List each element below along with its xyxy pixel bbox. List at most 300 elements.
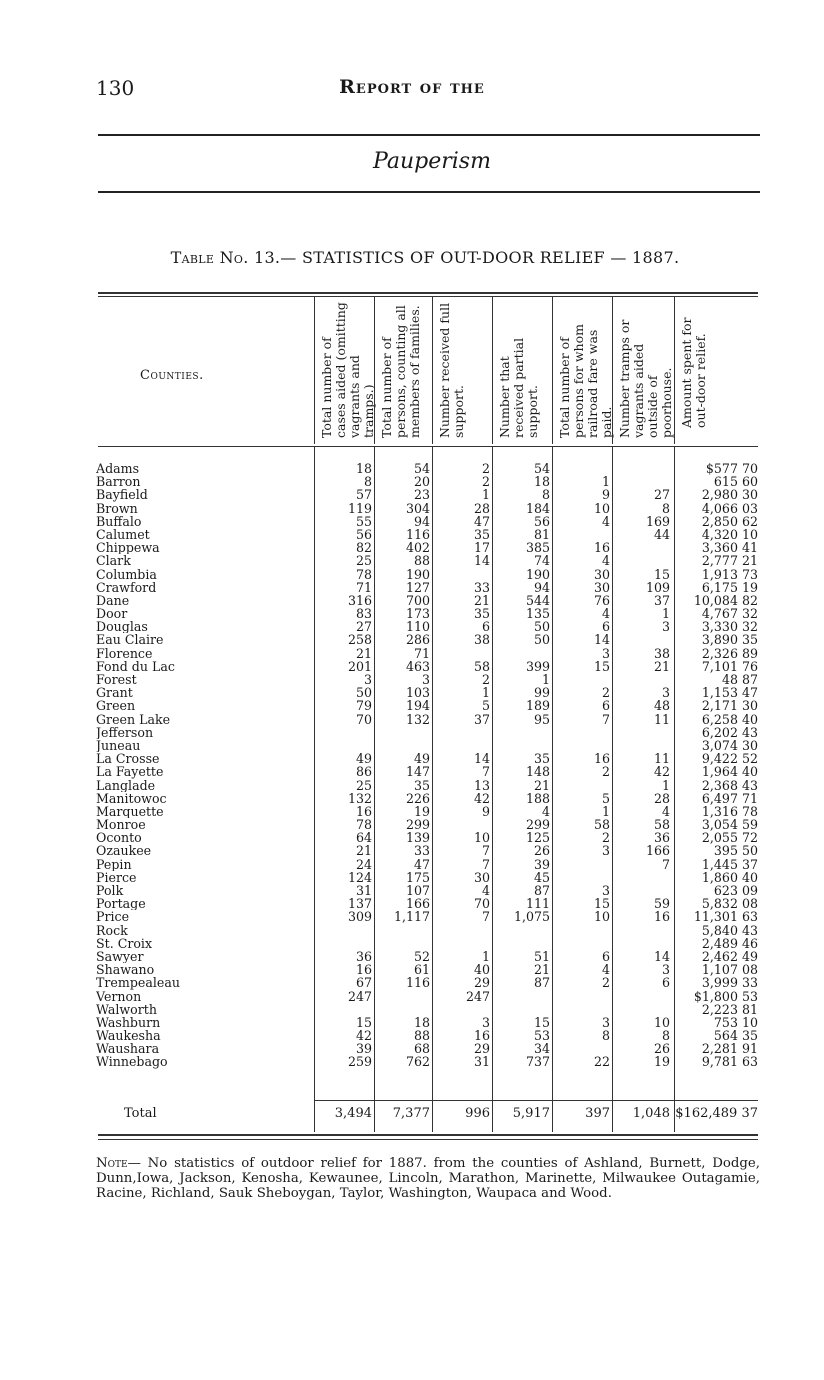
- table-cell: 2,777 21: [701, 553, 758, 569]
- table-cell: 25: [355, 553, 372, 569]
- column-header-persons: [374, 296, 433, 444]
- table-cell: 2: [601, 764, 610, 780]
- county-name: Price: [96, 910, 130, 924]
- table-cell: 14: [473, 553, 490, 569]
- table-cell: $1,800 53: [693, 988, 758, 1004]
- county-name: Grant: [96, 686, 133, 700]
- counties-column-header: Counties.: [140, 368, 204, 383]
- table-row: [96, 699, 760, 712]
- table-cell: 27: [653, 487, 670, 503]
- table-cell: 125: [525, 830, 550, 846]
- table-cell: 33: [413, 843, 430, 859]
- table-cell: 86: [355, 764, 372, 780]
- table-cell: 700: [405, 592, 430, 608]
- county-name: Door: [96, 607, 128, 621]
- table-cell: 26: [533, 843, 550, 859]
- total-cell: 7,377: [392, 1106, 430, 1121]
- table-row: [96, 779, 760, 792]
- county-name: Florence: [96, 646, 153, 660]
- table-cell: 42: [473, 790, 490, 806]
- county-name: Dane: [96, 593, 130, 608]
- table-cell: 1: [481, 948, 490, 964]
- table-title: [0, 248, 824, 267]
- county-name: La Crosse: [96, 752, 160, 766]
- table-cell: 299: [405, 817, 430, 833]
- table-cell: 36: [653, 830, 670, 846]
- footnote-label: Note: [96, 1156, 128, 1171]
- table-cell: 26: [653, 1041, 670, 1057]
- table-row: [96, 937, 760, 950]
- table-cell: 6,175 19: [701, 579, 758, 595]
- table-cell: 76: [593, 592, 610, 608]
- table-cell: 2,223 81: [701, 1001, 758, 1017]
- table-cell: 6,258 40: [701, 711, 758, 727]
- table-row: [96, 1055, 760, 1068]
- header-rule-bottom: [98, 191, 760, 193]
- table-cell: 54: [413, 461, 430, 476]
- table-cell: 29: [473, 1041, 490, 1057]
- table-cell: 463: [405, 658, 430, 674]
- table-cell: 5: [481, 698, 490, 714]
- table-cell: 3: [363, 672, 372, 687]
- table-cell: 194: [405, 698, 430, 714]
- county-name: Washburn: [96, 1015, 161, 1030]
- table-cell: 3,999 33: [701, 975, 758, 991]
- table-row: [96, 713, 760, 726]
- table-cell: 395 50: [713, 843, 758, 859]
- table-cell: 23: [413, 487, 430, 503]
- table-cell: 4,767 32: [701, 606, 758, 622]
- county-name: Adams: [96, 462, 140, 476]
- table-cell: 1: [541, 672, 550, 687]
- table-cell: 2: [601, 685, 610, 701]
- table-cell: 147: [405, 764, 430, 780]
- table-row: [96, 581, 760, 594]
- column-header-cases: [314, 296, 375, 444]
- county-name: Douglas: [96, 620, 148, 634]
- section-title: Pauperism: [373, 149, 491, 174]
- county-name: Portage: [96, 897, 146, 911]
- column-header-text: Number received full support.: [437, 302, 466, 438]
- table-cell: 15: [533, 1014, 550, 1030]
- table-cell: 4: [601, 513, 610, 529]
- table-cell: 39: [355, 1041, 372, 1057]
- table-cell: 35: [473, 606, 490, 622]
- county-name: Crawford: [96, 580, 157, 594]
- table-cell: 49: [413, 751, 430, 767]
- table-cell: 67: [355, 975, 372, 991]
- table-cell: 34: [533, 1041, 550, 1057]
- table-cell: 45: [533, 869, 550, 885]
- table-cell: 83: [355, 606, 372, 622]
- table-cell: 18: [533, 474, 550, 490]
- table-cell: 22: [593, 1054, 610, 1070]
- table-cell: 9: [481, 803, 490, 819]
- column-header-full-support: [432, 296, 493, 444]
- table-cell: 28: [473, 500, 490, 516]
- table-cell: 56: [533, 513, 550, 529]
- table-cell: 1,117: [393, 909, 430, 925]
- total-cell: 996: [465, 1106, 490, 1121]
- table-cell: 87: [533, 975, 550, 991]
- table-cell: 1,316 78: [701, 803, 758, 819]
- table-bottom-rule-thin: [98, 1139, 758, 1140]
- table-cell: 1,075: [513, 909, 550, 925]
- table-cell: 4: [601, 553, 610, 569]
- table-cell: 10: [653, 1014, 670, 1030]
- table-cell: 11,301 63: [693, 909, 758, 925]
- county-name: Monroe: [96, 818, 146, 832]
- table-cell: 15: [355, 1014, 372, 1030]
- table-cell: 30: [593, 566, 610, 582]
- column-header-text: Total number of persons, counting all members of families.: [379, 305, 422, 438]
- table-cell: 1,107 08: [701, 962, 758, 978]
- table-cell: 42: [355, 1028, 372, 1044]
- table-cell: 3,890 35: [701, 632, 758, 648]
- table-cell: 78: [355, 817, 372, 833]
- table-cell: 16: [355, 962, 372, 978]
- table-cell: 54: [533, 461, 550, 476]
- table-cell: 29: [473, 975, 490, 991]
- table-cell: 50: [533, 619, 550, 635]
- table-cell: 226: [405, 790, 430, 806]
- table-cell: 11: [653, 751, 670, 767]
- footnote-text: — No statistics of outdoor relief for 1887. from the counties of Ashland, Burnett, Dodge, Dunn,Iowa, Jackson, Kenosha, Kewaunee, Lincoln, Marathon, Marinette, Milwaukee Outagamie, Racine, Richland, Sauk Sheboygan, Taylor, Washington, Waupaca and Wood.: [96, 1156, 760, 1201]
- table-cell: 173: [405, 606, 430, 622]
- table-cell: 3: [601, 843, 610, 859]
- table-cell: 135: [525, 606, 550, 622]
- table-cell: 58: [593, 817, 610, 833]
- running-head: Report of the: [339, 76, 485, 98]
- table-cell: 1,445 37: [701, 856, 758, 872]
- table-cell: 19: [413, 803, 430, 819]
- table-cell: 70: [473, 896, 490, 912]
- table-cell: 309: [347, 909, 372, 925]
- county-name: Shawano: [96, 963, 155, 977]
- county-name: Columbia: [96, 567, 157, 581]
- table-cell: 79: [355, 698, 372, 714]
- table-cell: 2,489 46: [701, 935, 758, 951]
- table-cell: 2,462 49: [701, 948, 758, 964]
- table-cell: 33: [473, 579, 490, 595]
- table-cell: 68: [413, 1041, 430, 1057]
- table-cell: 37: [653, 592, 670, 608]
- county-name: Waushara: [96, 1042, 160, 1056]
- column-header-text: Amount spent for out-door relief.: [679, 317, 708, 428]
- table-cell: 38: [473, 632, 490, 648]
- table-cell: 299: [525, 817, 550, 833]
- table-cell: 47: [473, 513, 490, 529]
- table-cell: 15: [593, 896, 610, 912]
- table-cell: 10,084 82: [693, 592, 758, 608]
- table-cell: 3: [601, 883, 610, 898]
- table-cell: 28: [653, 790, 670, 806]
- county-name: Pierce: [96, 870, 137, 885]
- table-cell: 184: [525, 500, 550, 516]
- table-cell: 3: [661, 619, 670, 635]
- table-cell: 78: [355, 566, 372, 582]
- table-cell: 304: [405, 500, 430, 516]
- table-cell: 35: [473, 526, 490, 542]
- table-cell: 7: [481, 843, 490, 859]
- column-header-text: Total number of persons for whom railroad fare was paid.: [557, 324, 614, 438]
- total-cell: 1,048: [632, 1106, 670, 1121]
- table-row: [96, 515, 760, 528]
- table-cell: 52: [413, 948, 430, 964]
- table-cell: 7: [601, 711, 610, 727]
- county-name: Juneau: [96, 738, 141, 753]
- table-cell: 71: [355, 579, 372, 595]
- table-body: [96, 462, 760, 1069]
- table-bottom-rule: [98, 1134, 758, 1136]
- table-cell: 88: [413, 553, 430, 569]
- column-header-amount: [674, 296, 759, 444]
- table-cell: 27: [355, 619, 372, 635]
- table-cell: 50: [533, 632, 550, 648]
- table-cell: 88: [413, 1028, 430, 1044]
- table-cell: 1: [661, 606, 670, 622]
- table-cell: 7: [661, 856, 670, 872]
- table-cell: 175: [405, 869, 430, 885]
- table-cell: 6: [601, 698, 610, 714]
- table-cell: 137: [347, 896, 372, 912]
- table-cell: 753 10: [713, 1014, 758, 1030]
- header-bottom-rule: [98, 446, 758, 447]
- table-cell: 51: [533, 948, 550, 964]
- table-cell: 21: [533, 962, 550, 978]
- table-cell: 4,066 03: [701, 500, 758, 516]
- table-cell: 3: [601, 1014, 610, 1030]
- table-cell: 94: [413, 513, 430, 529]
- county-name: Green Lake: [96, 712, 171, 726]
- county-name: Manitowoc: [96, 791, 167, 805]
- table-cell: 71: [413, 645, 430, 661]
- table-cell: 5,840 43: [701, 922, 758, 938]
- table-cell: 190: [405, 566, 430, 582]
- table-cell: 39: [533, 856, 550, 872]
- table-cell: 30: [593, 579, 610, 595]
- table-cell: 247: [347, 988, 372, 1004]
- table-cell: 148: [525, 764, 550, 780]
- table-cell: 31: [473, 1054, 490, 1070]
- table-cell: 95: [533, 711, 550, 727]
- table-row: [96, 726, 760, 739]
- table-cell: 42: [653, 764, 670, 780]
- table-cell: 99: [533, 685, 550, 701]
- county-name: Clark: [96, 554, 131, 568]
- table-cell: 21: [653, 658, 670, 674]
- table-row: [96, 1003, 760, 1016]
- table-row: [96, 990, 760, 1003]
- table-cell: 1: [661, 777, 670, 793]
- table-cell: 4: [661, 803, 670, 819]
- table-cell: 8: [661, 1028, 670, 1044]
- table-row: [96, 633, 760, 646]
- table-cell: 25: [355, 777, 372, 793]
- county-name: Sawyer: [96, 949, 144, 964]
- table-cell: 2: [481, 474, 490, 490]
- total-cell: 3,494: [334, 1106, 372, 1121]
- table-cell: 2,281 91: [701, 1041, 758, 1057]
- table-cell: 119: [347, 500, 372, 516]
- total-cell: 397: [585, 1106, 610, 1121]
- table-cell: 3,360 41: [701, 540, 758, 556]
- table-cell: 4: [481, 883, 490, 898]
- table-cell: 564 35: [713, 1028, 758, 1044]
- county-name: Pepin: [96, 857, 132, 871]
- table-cell: 30: [473, 869, 490, 885]
- column-header-railroad-fare: [552, 296, 613, 444]
- county-name: Ozaukee: [96, 844, 152, 858]
- table-cell: 107: [405, 883, 430, 898]
- county-name: Trempealeau: [96, 976, 180, 990]
- table-cell: 1,153 47: [701, 685, 758, 701]
- county-name: Fond du Lac: [96, 659, 175, 674]
- table-cell: 762: [405, 1054, 430, 1070]
- table-cell: 1,964 40: [701, 764, 758, 780]
- table-cell: 87: [533, 883, 550, 898]
- table-cell: 1: [601, 474, 610, 490]
- table-cell: 3: [661, 962, 670, 978]
- county-name: Winnebago: [96, 1055, 168, 1069]
- table-cell: 2: [601, 830, 610, 846]
- table-cell: 9,781 63: [701, 1054, 758, 1070]
- table-cell: 37: [473, 711, 490, 727]
- table-cell: 21: [355, 843, 372, 859]
- table-cell: 7: [481, 764, 490, 780]
- table-cell: 4: [601, 606, 610, 622]
- table-cell: 9,422 52: [701, 751, 758, 767]
- table-cell: 13: [473, 777, 490, 793]
- table-cell: 3: [661, 685, 670, 701]
- table-cell: 132: [347, 790, 372, 806]
- table-cell: 14: [593, 632, 610, 648]
- table-cell: 64: [355, 830, 372, 846]
- table-cell: 316: [347, 592, 372, 608]
- table-cell: 258: [347, 632, 372, 648]
- table-cell: 10: [593, 909, 610, 925]
- table-cell: 385: [525, 540, 550, 556]
- table-cell: 124: [347, 869, 372, 885]
- table-cell: 3: [421, 672, 430, 687]
- table-row: [96, 910, 760, 923]
- table-cell: 61: [413, 962, 430, 978]
- table-cell: 14: [473, 751, 490, 767]
- table-cell: 7,101 76: [701, 658, 758, 674]
- table-cell: 6,497 71: [701, 790, 758, 806]
- table-cell: 55: [355, 513, 372, 529]
- table-cell: 6: [601, 619, 610, 635]
- table-cell: 16: [653, 909, 670, 925]
- table-cell: 17: [473, 540, 490, 556]
- table-cell: 127: [405, 579, 430, 595]
- table-row: [96, 858, 760, 871]
- table-cell: 6: [601, 948, 610, 964]
- table-cell: 7: [481, 909, 490, 925]
- total-row: [96, 1106, 760, 1122]
- county-name: Bayfield: [96, 488, 148, 502]
- table-cell: 38: [653, 645, 670, 661]
- table-cell: 10: [593, 500, 610, 516]
- table-cell: 16: [473, 1028, 490, 1044]
- table-cell: 2,326 89: [701, 645, 758, 661]
- county-name: Jefferson: [96, 725, 154, 739]
- table-cell: 3,054 59: [701, 817, 758, 833]
- table-cell: 11: [653, 711, 670, 727]
- table-cell: 4,320 10: [701, 526, 758, 542]
- table-cell: 31: [355, 883, 372, 898]
- table-cell: 16: [593, 751, 610, 767]
- table-cell: 201: [347, 658, 372, 674]
- table-cell: 2,171 30: [701, 698, 758, 714]
- county-name: Oconto: [96, 831, 142, 845]
- table-cell: 44: [653, 526, 670, 542]
- table-cell: 48 87: [721, 672, 758, 687]
- column-header-text: Total number of cases aided (omitting vagrants and tramps.): [319, 302, 376, 438]
- table-cell: 21: [355, 645, 372, 661]
- county-name: Marquette: [96, 804, 164, 819]
- county-name: Waukesha: [96, 1029, 161, 1043]
- table-cell: 8: [661, 500, 670, 516]
- table-number: Table No. 13.—: [170, 248, 297, 267]
- table-cell: 70: [355, 711, 372, 727]
- table-cell: 21: [533, 777, 550, 793]
- table-cell: 2,980 30: [701, 487, 758, 503]
- table-cell: 3: [601, 645, 610, 661]
- table-cell: 56: [355, 526, 372, 542]
- table-cell: 18: [355, 461, 372, 476]
- table-cell: 402: [405, 540, 430, 556]
- table-row: [96, 488, 760, 501]
- table-cell: 6: [481, 619, 490, 635]
- table-cell: 7: [481, 856, 490, 872]
- table-cell: 40: [473, 962, 490, 978]
- table-title-text: STATISTICS OF OUT-DOOR RELIEF — 1887.: [302, 248, 680, 267]
- table-cell: 2: [601, 975, 610, 991]
- county-name: Barron: [96, 475, 141, 489]
- table-cell: 1: [601, 803, 610, 819]
- total-label: Total: [124, 1106, 157, 1121]
- table-cell: 166: [645, 843, 670, 859]
- table-cell: 50: [355, 685, 372, 701]
- table-cell: 1,913 73: [701, 566, 758, 582]
- county-name: Eau Claire: [96, 633, 164, 647]
- table-cell: 116: [405, 526, 430, 542]
- table-cell: 35: [413, 777, 430, 793]
- county-name: St. Croix: [96, 936, 153, 950]
- table-cell: 21: [473, 592, 490, 608]
- table-row: [96, 554, 760, 567]
- table-cell: 4: [541, 803, 550, 819]
- table-cell: 8: [601, 1028, 610, 1044]
- table-cell: 18: [413, 1014, 430, 1030]
- county-name: Polk: [96, 884, 124, 898]
- table-cell: 16: [355, 803, 372, 819]
- table-cell: 3,330 32: [701, 619, 758, 635]
- table-cell: 188: [525, 790, 550, 806]
- table-cell: 74: [533, 553, 550, 569]
- table-cell: 48: [653, 698, 670, 714]
- table-cell: 6,202 43: [701, 724, 758, 740]
- table-row: [96, 844, 760, 857]
- table-cell: 8: [541, 487, 550, 503]
- table-cell: 399: [525, 658, 550, 674]
- county-name: Langlade: [96, 778, 156, 792]
- table-cell: 109: [645, 579, 670, 595]
- county-name: Rock: [96, 923, 128, 937]
- table-cell: 139: [405, 830, 430, 846]
- county-name: Forest: [96, 673, 137, 687]
